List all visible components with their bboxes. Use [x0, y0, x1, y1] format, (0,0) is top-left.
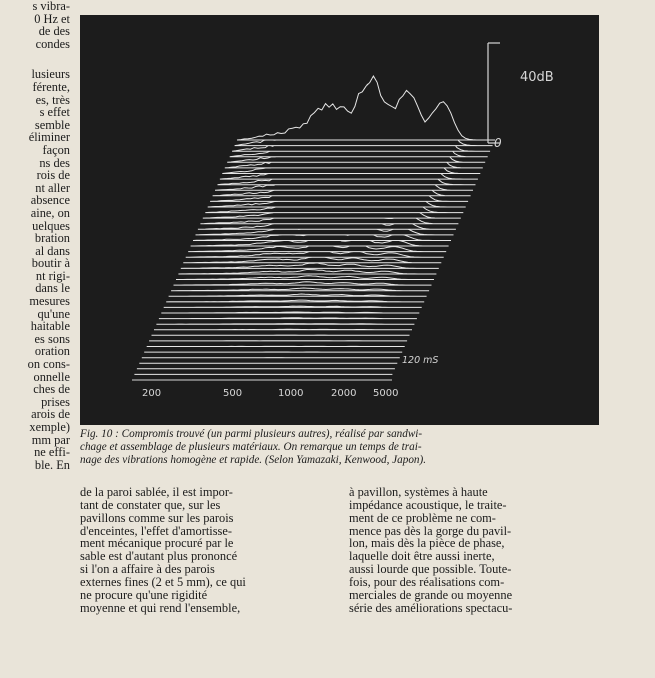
- text-line: ment mécanique procuré par le: [80, 536, 234, 551]
- text-line: absence: [30, 193, 70, 208]
- text-line: prises: [41, 394, 70, 409]
- x-tick-500: 500: [223, 388, 243, 399]
- text-line: nt rigi-: [35, 268, 70, 283]
- text-line: [0, 50, 70, 68]
- waterfall-slice: [178, 269, 436, 274]
- waterfall-slice: [156, 324, 414, 325]
- text-line: aine, on: [30, 205, 70, 220]
- text-line: es sons: [34, 331, 70, 346]
- text-line: tant de constater que, sur les: [80, 497, 221, 512]
- text-line: mence pas dès la gorge du pavil-: [349, 523, 512, 538]
- text-line: s effet: [39, 105, 70, 120]
- x-tick-2000: 2000: [331, 388, 357, 399]
- text-line: sable est d'autant plus prononcé: [80, 549, 238, 564]
- waterfall-slice: [166, 300, 424, 302]
- text-line: à pavillon, systèmes à haute: [349, 485, 488, 499]
- waterfall-slice: [161, 312, 419, 313]
- text-line: férente,: [32, 79, 70, 94]
- text-line: de des: [38, 24, 70, 39]
- time-axis-label: 120 mS: [402, 355, 439, 366]
- waterfall-figure: [80, 15, 599, 425]
- text-line: ches de: [33, 382, 70, 397]
- text-line: 0 Hz et: [34, 11, 70, 26]
- text-line: s vibra-: [32, 0, 70, 13]
- text-line: externes fines (2 et 5 mm), ce qui: [80, 574, 246, 589]
- scale-label: 40dB: [520, 70, 554, 85]
- text-line: fois, pour des réalisations com-: [349, 574, 505, 589]
- text-line: laquelle doit être aussi inerte,: [349, 549, 495, 564]
- text-line: lusieurs: [31, 67, 70, 82]
- text-line: qu'une: [37, 306, 70, 321]
- text-line: dans le: [35, 281, 70, 296]
- waterfall-slice: [174, 282, 432, 285]
- text-line: impédance acoustique, le traite-: [349, 497, 507, 512]
- text-line: éliminer: [28, 130, 70, 145]
- text-line: xemple): [29, 420, 70, 434]
- caption-line: chage et assemblage de plusieurs matériaux. On remarque un temps de trai-: [80, 441, 422, 453]
- waterfall-slice: [181, 263, 439, 269]
- text-line: moyenne et qui rend l'ensemble,: [80, 600, 241, 615]
- body-column-1: [80, 486, 332, 614]
- text-line: d'enceintes, l'effet d'amortisse-: [80, 523, 233, 538]
- text-line: merciales de grande ou moyenne: [349, 587, 513, 602]
- text-line: pavillons comme sur les parois: [80, 510, 234, 525]
- text-line: boutir à: [31, 256, 70, 271]
- text-line: ne effi-: [34, 445, 70, 460]
- left-column-text: [0, 0, 70, 678]
- body-column-2: [349, 486, 601, 614]
- text-line: ns des: [39, 155, 70, 170]
- text-line: nt aller: [35, 180, 70, 195]
- text-line: al dans: [35, 243, 70, 258]
- text-line: rois de: [36, 168, 70, 183]
- text-line: aussi lourde que possible. Toute-: [349, 562, 512, 577]
- text-line: uelques: [32, 218, 70, 233]
- x-tick-200: 200: [142, 388, 162, 399]
- text-line: mesures: [29, 294, 70, 309]
- zero-label: 0: [494, 136, 502, 150]
- x-tick-5000: 5000: [373, 388, 399, 399]
- text-line: haitable: [30, 319, 70, 334]
- text-line: façon: [42, 142, 70, 157]
- waterfall-slice: [237, 76, 495, 140]
- caption-line: nage des vibrations homogène et rapide. (Selon Yamazaki, Kenwood, Japon).: [80, 454, 427, 466]
- text-line: es, très: [35, 92, 70, 107]
- text-line: lon, mais dès la pièce de phase,: [349, 536, 505, 551]
- figure-caption: [80, 428, 602, 467]
- waterfall-slice: [154, 329, 412, 330]
- waterfall-slice: [164, 306, 422, 307]
- text-line: bration: [34, 231, 70, 246]
- text-line: oration: [34, 344, 70, 359]
- text-line: on cons-: [27, 357, 70, 372]
- text-line: mm par: [31, 432, 70, 447]
- waterfall-slice: [159, 318, 417, 319]
- text-line: onnelle: [33, 369, 70, 384]
- text-line: condes: [35, 36, 70, 51]
- caption-line: Fig. 10 : Compromis trouvé (un parmi plusieurs autres), réalisé par sandwi-: [80, 428, 423, 440]
- x-tick-1000: 1000: [278, 388, 304, 399]
- waterfall-slice: [176, 276, 434, 280]
- text-line: de la paroi sablée, il est impor-: [80, 485, 233, 499]
- text-line: si l'on a affaire à des parois: [80, 562, 215, 577]
- text-line: série des améliorations spectacu-: [349, 600, 513, 615]
- waterfall-slice: [169, 294, 427, 296]
- text-line: arois de: [31, 407, 70, 422]
- waterfall-slices: [132, 76, 495, 380]
- text-line: ment de ce problème ne com-: [349, 510, 496, 525]
- text-line: semble: [34, 117, 70, 132]
- text-line: ble. En: [34, 457, 70, 472]
- text-line: ne procure qu'une rigidité: [80, 587, 208, 602]
- waterfall-slice: [171, 288, 429, 291]
